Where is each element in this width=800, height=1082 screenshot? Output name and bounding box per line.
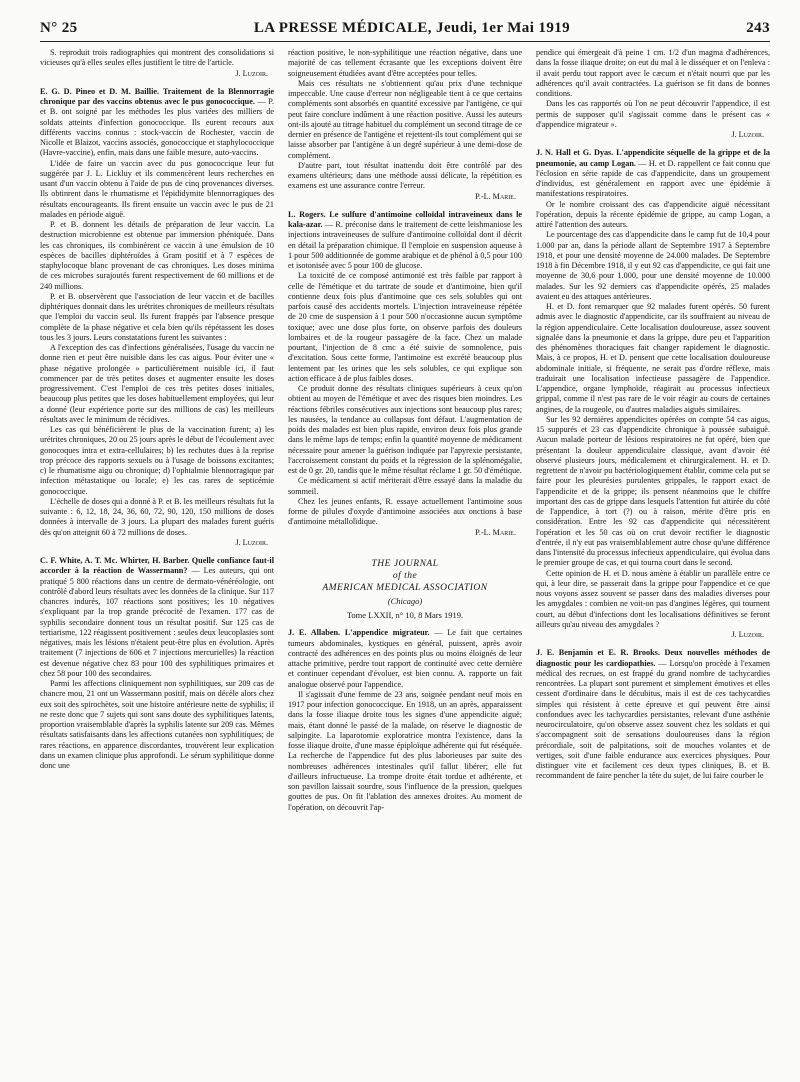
article-title: L'appendice migrateur. [344,628,430,638]
article-title: Quelle confiance faut-il accorder à la réaction de Wassermann? [40,556,274,576]
article-paragraph: Parmi les affections cliniquement non syphilitiques, sur 209 cas de chancre mou, 21 ont un Wassermann positif, mais on décèle alors chez eux soit des spirochètes, soit une histoire antérieure nette de syphilis; il ne reste donc que 7 sujets qui sont sans doute des syphilitiques latents, proportion vraisemblable d'après la syphilis latente sur 209 cas. Mêmes résultats satisfaisants dans les affections cutanées non syphilitiques; de rares réactions, en apparence discordantes, trouvèrent leur explication dans un examen clinique plus approfondi. Le sérum syphilitique donne donc une [40,679,274,770]
page-number: 243 [746,20,770,36]
journal-line: AMERICAN MEDICAL ASSOCIATION [322,582,488,593]
page-header [40,20,770,37]
article-paragraph: Dans les cas rapportés où l'on ne peut découvrir l'appendice, il est permis de supposer qu'il s'agissait comme dans le présent cas « d'appendice migrateur ». [536,99,770,129]
article-paragraph: Le pourcentage des cas d'appendicite dans le camp fut de 10,4 pour 1.000 par an, dans la période allant de Septembre 1917 à Septembre 1918, et pour une densité moyenne de 24.000 malades. De Septembre 1918 à fin Décembre 1918, il y eut 92 cas d'appendicite, ce qui fait une moyenne de 30,6 pour 1.000, pour une densité moyenne de 10.000 malades. Sur les 92 derniers cas d'appendicite opérés, 25 malades avaient eu des attaques antérieures. [536,230,770,301]
article-paragraph: Ce produit donne des résultats cliniques supérieurs à ceux qu'on obtient au moyen de l'émétique et avec des risques bien moindres. Les réactions fébriles consécutives aux injections sont beaucoup plus rares; les nausées, la tendance au collapsus font défaut. L'augmentation de poids des malades est bien plus rapide, environ deux fois plus grande dans le même laps de temps; enfin la quantité moyenne de médicament nécessaire pour amener la guérison indiquée par l'apyrexie persistante, l'accroissement constant du poids et la régression de la splénomégalie, est de 0 gr. 20, tandis que le même résultat réclame 1 gr. 50 d'émétique. [288,384,522,475]
article-paragraph: Chez les jeunes enfants, R. essaye actuellement l'antimoine sous forme de pilules d'oxyde d'antimoine associées aux onctions à base d'antimoine métallolïdique. [288,496,522,527]
article-paragraph: L'idée de faire un vaccin avec du pus gonococcique leur fut suggérée par J. L. Lickluy et ils commencèrent leurs recherches en usant d'un vaccin obtenu à l'aide de pus de cinq provenances diverses. Ils obtinrent dans le rhumatisme et l'épididymite blennorragiques des résultats encourageants. Ils firent ensuite un vaccin avec le pus de 21 malades en période aiguë. [40,158,274,219]
header-rule [40,41,770,42]
article-paragraph: Cette opinion de H. et D. nous amène à établir un parallèle entre ce qui, à leur dire, se passerait dans la grippe pour l'appendice et ce que nous voyons assez souvent se passer dans des maladies diverses pour les amygdales : combien ne voit-on pas d'angines légères, qui tournent court, au début d'infections dont les localisations définitives se feront ailleurs qu'au niveau des amygdales ? [536,568,770,629]
columns [40,48,770,1068]
journal-tome: Tome LXXII, n° 10, 8 Mars 1919. [346,610,464,620]
article-pineo [40,87,274,548]
column-2 [288,48,522,1068]
article-paragraph: — Les auteurs, qui ont pratiqué 5 800 réactions dans un centre de dermato-vénéréologie, ont contrôlé d'abord leurs résultats avec les données de la clinique. Sur 117 chancres indurés, 107 réactions sont positives; les 10 négatives s'expliquant par la trop grande précocité de l'examen. 177 cas de syphilis secondaire donnent tous un résultat positif. Sur 125 cas de tertiarisme, 122 réagissent positivement : seules deux leucoplasies sont négatives, mais les lésions n'étaient peut-être plus en évolution. Après traitement (7 injections de 606 et 7 injections mercurielles) la réaction est devenue négative chez 83 pour 100 des syphilitiques primaires et chez 58 pour 100 des secondaires. [40,566,274,678]
article-title: Deux nouvelles méthodes de diagnostic pour les cardiopathies. [536,648,770,668]
article-authors: L. Rogers. [288,209,326,219]
journal-city: (Chicago) [387,595,423,606]
article-title: Traitement de la Blennorragie chronique par des vaccins obtenus avec le pus gonococcique. [40,86,274,106]
article-allaben [288,628,522,813]
column-1 [40,48,274,1068]
signature: J. Luzoir. [235,68,268,78]
article-benjamin [536,648,770,781]
signature: J. Luzoir. [731,630,764,639]
article-authors: J. N. Hall et G. Dyas. [536,148,614,158]
signature: J. Luzoir. [731,130,764,139]
article-paragraph: — Lorsqu'on procède à l'examen médical des recrues, on est frappé du grand nombre de tachycardies rencontrées. La plupart sont purement et simplement émotives et elles cessent d'ordinaire dans le décubitus, mais il est de ces tachycardies simples qui résistent à cette épreuve et qui peuvent être ainsi confondues avec les tachycardies persistantes, relevant d'une asthénie neurocirculatoire, qu'on observe assez souvent chez les soldats et qui s'accompagnent soit de sensations douloureuses dans la région précordiale, soit de palpitations, soit de mouches volantes et de vertiges, soit d'une faible endurance aux exercices physiques. Pour distinguer vite et facilement ces deux types cliniques, B. et B. recommandent de faire pencher la tête du sujet, de lui faire courber le [536,658,770,781]
article-authors: J. E. Benjamin et E. R. Brooks. [536,648,660,658]
article-paragraph: P. et B. observèrent que l'association de leur vaccin et de bacilles diphtériques donnait dans les urétrites chroniques de meilleurs résultats que l'emploi du vaccin seul. Ils furent frappés par l'absence presque complète de la phase négative et cela bien qu'ils répétassent les doses tous les 3 jours. Leurs constatations furent les suivantes : [40,291,274,342]
article-paragraph: A l'exception des cas d'infections généralisées, l'usage du vaccin ne donne rien et peut être nuisible dans les cas aigus. Pour éviter une « phase négative prolongée » particulièrement nuisible ici, il faut commencer par de très petites doses et augmenter ensuite les doses progressivement. C'est l'emploi de ces très petites doses initiales, beaucoup plus petites que les doses habituellement employées, qui leur a donné (leur expérience porte sur des millions de cas) les meilleurs résultats avec le minimum de récidives. [40,343,274,424]
journal-heading [288,558,522,594]
article-paragraph: Mais ces résultats ne s'obtiennent qu'au prix d'une technique impeccable. Une cause d'erreur non négligeable tient à ce que certains compléments sont absorbés en quantité excessive par l'antigène, ce qui peut faire conclure indûment à une réaction positive. Aussi les auteurs ont-ils ajouté au titrage habituel du complément un second titrage de ce dernier en présence de l'antigène et rejettent-ils tout complément qui se laisse absorber par l'antigène à un degré supérieur à une demi-dose de complément. [288,78,522,160]
issue-number: N° 25 [40,20,78,36]
article-title: L'appendicite séquelle de la grippe et de la pneumonie, au camp Logan. [536,148,770,168]
fragment-text: S. reproduit trois radiographies qui montrent des consolidations si vicieuses qu'à elles seules elles justifient le titre de l'article. [40,48,274,68]
article-paragraph: L'échelle de doses qui a donné à P. et B. les meilleurs résultats fut la suivante : 6, 12, 18, 24, 36, 60, 72, 90, 120, 150 millions de doses données à intervalle de 3 jours. La plupart des malades furent guéris dès qu'on atteignit 60 à 72 millions de doses. [40,496,274,537]
signature: J. Luzoir. [235,537,268,547]
signature: P.-L. Marie. [475,527,516,537]
article-paragraph: P. et B. donnent les détails de préparation de leur vaccin. La destruction microbienne est obtenue par immersion phéniquée. Dans les cas chroniques, ils combinèrent ce vaccin à une émulsion de 10 espèces de bacilles diphtéroïdes à Gram positif et à 7 espèces de staphylocoque blanc provenant de cas chroniques. Les doses minima de ces microbes surajoutés furent respectivement de 60 millions et de 240 millions. [40,220,274,291]
article-paragraph: — H. et D. rappellent ce fait connu que l'éclosion en série rapide de cas d'appendicite, dans un groupement d'individus, est généralement en rapport avec une épidémie à manifestations respiratoires. [536,158,770,199]
article-rogers [288,210,522,538]
article-paragraph: — Le fait que certaines tumeurs abdominales, kystiques en général, puissent, après avoir contracté des adhérences en des points plus ou moins éloignés de leur attache primitive, perdre tout rapport de continuité avec cette dernière et continuer cependant d'évoluer, est bien connu. A. rapporte un fait analogue observé pour l'appendice. [288,628,522,689]
article-authors: J. E. Allaben. [288,628,341,638]
journal-line: THE JOURNAL [371,558,439,569]
article-title: Le sulfure d'antimoine colloïdal intraveineux dans le kala-azar. [288,209,522,229]
article-paragraph: H. et D. font remarquer que 92 malades furent opérés. 50 furent admis avec le diagnostic d'appendicite, car ils souffraient au niveau de la région appendiculaire. Cette localisation douloureuse, assez souvent signalée dans la pneumonie et dans la grippe, dure peu et l'apparition des phénomènes thoraciques fait changer rapidement le diagnostic. Mais, à ce propos, H. et D. pensent que cette localisation douloureuse abdominale initiale, si fréquente, ne serait pas d'ordre réflexe, mais traduirait une localisation infectieuse passagère de l'appendice. L'appendice, organe lymphoïde, réagirait au processus infectieux grippal, comme il n'est pas rare de le voir réagir au cours de certaines angines, de la rougeole, ou d'autres maladies aiguës similaires. [536,302,770,414]
article-paragraph: — P. et B. ont soigné par les méthodes les plus variées des milliers de soldats atteints d'infection gonococcique. Ils eurent recours aux différents vaccins connus : stock-vaccin de Rochester, vaccin de Nicolle et Blaizot, vaccins associés, gonococcique et staphylococcique (Havre-vaccine), enfin, mais dans une faible mesure, auto-vaccins. [40,97,274,158]
article-authors: E. G. D. Pineo et D. M. Baillie. [40,86,160,96]
article-paragraph: D'autre part, tout résultat inattendu doit être contrôlé par des examens ultérieurs; dans une méthode aussi délicate, la répétition es examens est une assurance contre l'erreur. [288,160,522,191]
article-paragraph: Sur les 92 dernières appendicites opérées on compte 54 cas aigus, 15 suppurés et 23 cas d'appendicite chronique à poussée subaiguë. Aucun malade porteur de lésions respiratoires ne fut opéré, bien que présentant la douleur appendiculaire classique, avant d'avoir été observé plusieurs jours, médicalement et chirurgicalement. H. et D. regrettent de n'avoir pu bactériologiquement établir, comme cela put se faire pour les pleurésies purulentes grippales, le rapport exact de l'appendicite et de la grippe; ils pensent néanmoins que le chiffre important des cas de grippe dans lesquels l'attention fut attirée du côté de l'appendice, à tort (?) ou à raison, mérite d'être pris en considération. Entre les 92 cas d'appendicite qui nécessitèrent l'opération et les 50 cas où on crut devoir rectifier le diagnostic d'entrée, il n'y eut pas vraisemblablement autre chose qu'une différence dans l'intensité du processus infectieux appendiculaire, qui évolua dans le premier groupe de cas, et qui tourna court dans le second. [536,414,770,568]
article-white [40,556,274,771]
article-paragraph: Les cas qui bénéficièrent le plus de la vaccination furent; a) les urétrites chroniques, 20 ou 25 jours après le début de l'écoulement avec gonocoques intra et extra-cellulaires; b) les rechutes dues à la reprise trop précoce des rapports sexuels ou à l'usage de boissons excitantes; c) le rhumatisme aigu ou chronique; d) l'ophtalmie blennorragique par infection métastatique ou locale; e) les cas rares de septicémie gonococcique. [40,425,274,496]
article-hall [536,148,770,640]
article-authors: C. F. White, A. T. Mc. Whirter, H. Barber. [40,556,190,565]
article-paragraph: pendice qui émergeait d'à peine 1 cm. 1/2 d'un magma d'adhérences, dans la fosse iliaque droite; on eut du mal à le disséquer et on l'enleva : il avait perdu tout rapport avec le cæcum et n'était nourri que par les adhérences qu'il avait contractées. La guérison se fit dans de bonnes conditions. [536,48,770,98]
article-paragraph: Or le nombre croissant des cas d'appendicite aiguë nécessitant l'opération, depuis la récente épidémie de grippe, au camp Logan, a attiré l'attention des auteurs. [536,199,770,229]
column-3 [536,48,770,1068]
article-paragraph: — R. préconise dans le traitement de cette leishmaniose les injections intraveineuses de sulfure d'antimoine colloïdal dont il décrit en détail la préparation chimique. Il l'emploie en suspension aqueuse à 1 pour 500 additionnée de gomme arabique et de phénol à 0,5 pour 100 et isotonisée avec 5 pour 100 de glucose. [288,220,522,270]
article-paragraph: réaction positive, le non-syphilitique une réaction négative, dans une majorité de cas tellement écrasante que les exceptions doivent être soigneusement étudiées avant d'être acceptées pour telles. [288,48,522,78]
signature: P.-L. Marie. [475,191,516,201]
article-paragraph: Il s'agissait d'une femme de 23 ans, soignée pendant neuf mois en 1917 pour infection gonococcique. En 1918, un an après, apparaissent dans la fosse iliaque droite tous les signes d'une appendicite aiguë; mais, étant donné le passé de la malade, on réserve le diagnostic de salpingite. La laparotomie exploratrice montra l'existence, dans la fosse iliaque droite, d'une masse épiploïque adhérente qui fut réséquée. La recherche de l'appendice fut des plus laborieuses par suite des nombreuses adhérences intestinales qu'il fallut libérer; elle fut d'ailleurs infructueuse. La trompe droite était tordue et adhérente, et son pavillon laissait sourdre, sous l'influence de la pression, quelques gouttes de pus. On fit l'ablation des annexes droites. Au moment de l'opération, on découvrit l'ap- [288,689,522,812]
journal-masthead: LA PRESSE MÉDICALE, Jeudi, 1er Mai 1919 [253,20,571,36]
journal-line: of the [392,570,418,581]
article-paragraph: La toxicité de ce composé antimonié est très faible par rapport à celle de l'émétique et du tartrate de soude et d'antimoine, bien qu'il contienne deux fois plus d'antimoine que ces sels solubles qui ont parfois causé des accidents mortels. L'injection intraveineuse répétée de 20 cme de suspension à 1 pour 500 n'occasionne aucun symptôme toxique; avec une dose plus forte, on observe parfois des douleurs lombaires et de la rougeur passagère de la face. Chez un malade pourtant, l'injection de 8 cmc a été suivie de somnolence, puis d'excitation. Sous cette forme, l'antimoine est excrété beaucoup plus lentement par les urines que les sels solubles, ce qui explique son action efficace à de plus faibles doses. [288,271,522,383]
article-paragraph: Ce médicament si actif mériterait d'être essayé dans la maladie du sommeil. [288,476,522,496]
